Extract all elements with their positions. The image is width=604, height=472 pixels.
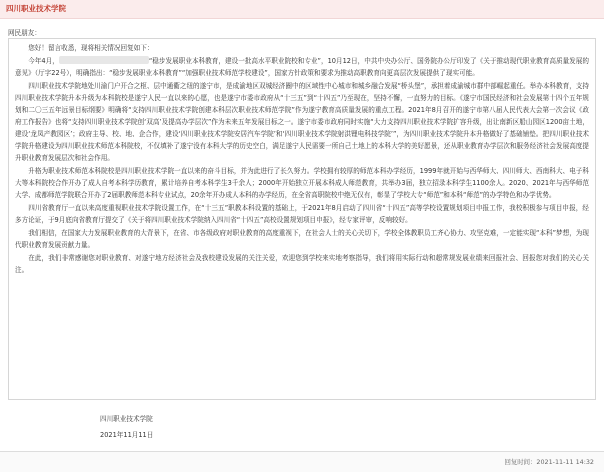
greeting: 网民朋友：: [8, 29, 41, 37]
paragraph-6: 我们相信，在国家大力发展职业教育的大背景下，在省、市各级政府对职业教育的高度重视下，在社会人士的关心关切下，学校全体教职员工齐心协力、攻坚克难，一定能实现“本科”梦想，为现代职业教育发展贡献力量。: [15, 229, 589, 249]
replier-title: 四川职业技术学院: [6, 4, 66, 13]
paragraph-5: 四川省教育厅一直以来高度重视职业技术学院设置工作，在“十三五”职教本科设置的基础上，于2021年8月启动了四川省“十四五”高等学校设置规划项目申报工作，我校积极参与项目申报，经多方论证，于9月底向省教育厅提交了《关于将四川职业技术学院纳入四川省“十四五”高校设置规划项目申报》，经专家评审，反响较好。: [15, 204, 589, 224]
signature-date: 2021年11月11日: [100, 431, 154, 439]
paragraph-3: 四川职业技术学院地处川渝门户开合之枢、层中通衢之纽的遂宁市，是成渝地区双城经济圈中的区域性中心城市和城乡融合发展“桥头堡”，承担着成渝城市群中部崛起重任。举办本科教育，支持四川职业技术学院升本升级为本科院校是遂宁人民一直以来的心愿，也是遂宁市委市政府从“十三五”到“十四五”乃至现在，坚持不懈，一直努力的目标。《遂宁市国民经济和社会发展第十四个五年规划和二〇三五年远景目标纲要》明确将“支持四川职业技术学院创建本科层次职业技术师范学院”作为遂宁教育高质量发展的重点工程。2021年8月召开的遂宁市第八届人民代表大会第一次会议《政府工作报告》也将“支持四川职业技术学院创‘双高’及提高办学层次”作为未来五年发展目标之一。遂宁市委市政府同时实施“大力支持四川职业技术学院扩容升级，出让南新区船山园区1200亩土地，建设‘龙凤产教园区’；政府主导、校、地、企合作，建设‘四川职业技术学院安居汽车学院’和‘四川职业技术学院射洪锂电科技学院’”，为四川职业技术学院升本升格做好了基础铺垫。把四川职业技术学院升格建设为四川职业技术师范本科院校，不仅填补了遂宁没有本科大学的历史空白，满足遂宁人民需要一所自己土地上的本科大学的美好愿景，还从职业教育办学层次和服务经济社会发展高度提升职业教育发展层次和社会作用。: [15, 82, 589, 162]
paragraph-2: [15, 55, 589, 79]
header-bar: [0, 0, 604, 19]
footer-bar: [0, 451, 604, 472]
paragraph-2-rest: “稳步发展职业本科教育，建设一批高水平职业院校和专业”，10月12日，中共中央办公厅、国务院办公厅印发了《关于推动现代职业教育高质量发展的意见》（厅字22号），明确指出：“稳步发展职业本科教育”“加强职业技术师范学校建设”，国家方针政策和要求为推动高职教育向更高层次发展提供了现实可能。: [15, 57, 589, 77]
paragraph-4: 升格为职业技术师范本科院校是四川职业技术学院一直以来的奋斗目标，并为此进行了长久努力。学校拥有较厚的师范本科办学经历，1999年就开始与西华师大、四川师大、西南科大、电子科大等本科院校合作开办了成人自考本科学历教育，累计培养自考本科学生3千余人；2000年开始独立开展本科成人师范教育，共举办3届，独立招录本科学生1100余人。2020、2021年与西华师范大学、成都师范学院联合开办了2届职教师范本科专业试点，20余年开办成人本科的办学经历，在全省高职院校中绝无仅有，彰显了学校大专“师范”和本科“师范”的办学特色和办学优势。: [15, 167, 589, 199]
paragraph-intro: 您好！留言收悉，现将相关情况回复如下：: [28, 44, 154, 52]
paragraph-2-start: 今年4月，: [28, 57, 59, 65]
paragraph-7: 在此，我们非常感谢您对职业教育、对遂宁地方经济社会及我校建设发展的关注关爱，欢迎您到学校来实地考察指导，我们将用实际行动和超常规发展业绩来回报社会、回报您对我们的关心关注。: [15, 254, 589, 274]
reply-content: [8, 38, 596, 400]
redacted-text: [59, 56, 149, 64]
reply-time: 回复时间：2021-11-11 14:32: [504, 458, 594, 466]
signature-org: 四川职业技术学院: [100, 415, 153, 423]
